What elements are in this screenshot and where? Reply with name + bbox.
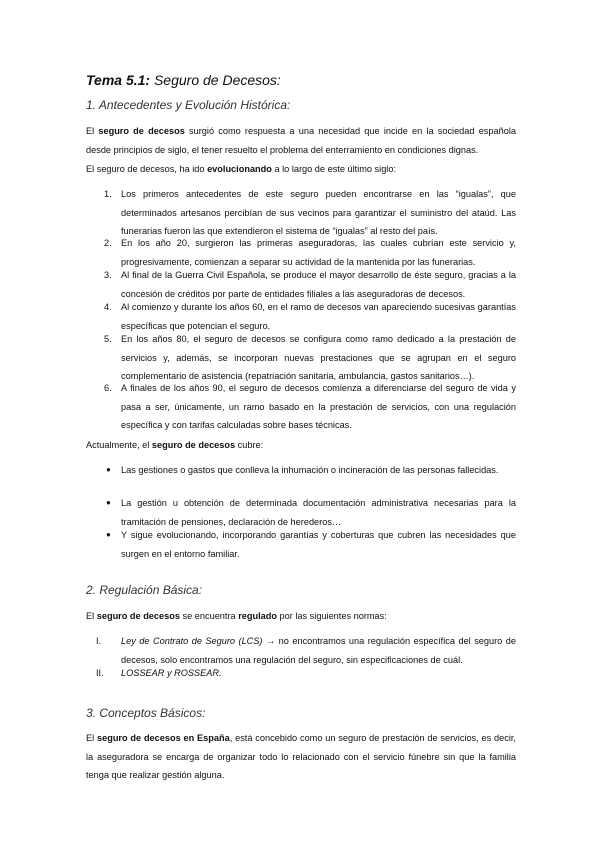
page-title — [86, 72, 281, 88]
section-1-heading: 1. Antecedentes y Evolución Histórica: — [86, 98, 291, 112]
text-run: cubre: — [235, 440, 264, 450]
list-number: 1. — [104, 189, 112, 199]
text-run: El — [86, 611, 97, 621]
history-list-item — [86, 330, 516, 386]
section-1-paragraph-2 — [86, 160, 516, 179]
section-1-paragraph-1 — [86, 122, 516, 159]
section-2-heading: 2. Regulación Básica: — [86, 583, 203, 597]
list-number: 6. — [104, 383, 112, 393]
text-run: El — [86, 126, 99, 136]
list-number: I. — [96, 636, 102, 646]
bold-run: seguro de decesos — [151, 440, 236, 450]
italic-run: Ley de Contrato de Seguro (LCS) → — [121, 636, 276, 646]
bullet-icon: ● — [106, 530, 111, 539]
list-item-text: Los primeros antecedentes de este seguro pueden encontrarse en las “igualas”, que determinados artesanos percibían de sus vecinos para garantizar el suministro del ataúd. Las funerarias fueron las que extendieron el sistema de “igualas” al resto del país. — [121, 189, 516, 236]
bullet-icon: ● — [106, 465, 111, 474]
bold-run: seguro de decesos en España — [96, 733, 230, 743]
list-number: 5. — [104, 334, 112, 344]
bold-run: seguro de decesos — [96, 611, 180, 621]
text-run: por las siguientes normas: — [277, 611, 387, 621]
section-1-paragraph-3 — [86, 436, 516, 455]
list-item-text: A finales de los años 90, el seguro de decesos comienza a diferenciarse del seguro de vida y pasa a ser, únicamente, un ramo basado en la prestación de servicios, con una regulación específica y con tarifas calculadas sobre bases técnicas. — [121, 383, 516, 430]
bullet-icon: ● — [106, 498, 111, 507]
coverage-list-item — [86, 461, 516, 480]
list-number: 4. — [104, 302, 112, 312]
list-item-text: Al final de la Guerra Civil Española, se produce el mayor desarrollo de éste seguro, gracias a la concesión de créditos por parte de entidades filiales a las aseguradoras de decesos. — [121, 270, 516, 299]
list-item-text: Y sigue evolucionando, incorporando garantías y coberturas que cubren las necesidades que surgen en el entorno familiar. — [121, 530, 516, 559]
italic-run: LOSSEAR y ROSSEAR. — [121, 668, 222, 678]
list-item-text: En los año 20, surgieron las primeras aseguradoras, las cuales cubrían este servicio y, progresivamente, comienzan a separar su actividad de la mantenida por las funerarias. — [121, 238, 516, 267]
text-run: a lo largo de este último siglo: — [271, 164, 397, 174]
history-list-item — [86, 185, 516, 241]
list-item-text: La gestión u obtención de determinada documentación administrativa necesarias para la tramitación de pensiones, declaración de herederos… — [121, 498, 516, 527]
bold-run: seguro de decesos — [98, 126, 185, 136]
coverage-list-item — [86, 526, 516, 563]
text-run: no encontramos una regulación específica del seguro de decesos, solo encontramos una regulación del seguro, sin especificaciones de cuál. — [121, 636, 516, 665]
regulation-list-item — [86, 664, 516, 683]
list-item-text: Las gestiones o gastos que conlleva la inhumación o incineración de las personas fallecidas. — [121, 465, 499, 475]
title-bold: Tema 5.1: — [86, 72, 151, 88]
bold-run: evolucionando — [207, 164, 272, 174]
title-rest: Seguro de Decesos: — [150, 72, 281, 88]
text-run: Actualmente, el — [86, 440, 152, 450]
list-item-text: Al comienzo y durante los años 60, en el ramo de decesos van apareciendo sucesivas garantías específicas que potencian el seguro. — [121, 302, 516, 331]
section-3-heading: 3. Conceptos Básicos: — [86, 706, 206, 720]
list-number: 2. — [104, 238, 112, 248]
text-run: surgió como respuesta a una necesidad que incide en la sociedad española desde principios de siglo, el tener resuelto el problema del enterramiento en condiciones dignas. — [86, 126, 516, 155]
list-number: 3. — [104, 270, 112, 280]
text-run: se encuentra — [179, 611, 239, 621]
section-3-paragraph-1 — [86, 729, 516, 785]
list-item-text — [121, 664, 516, 683]
history-list-item — [86, 379, 516, 435]
section-2-paragraph-1 — [86, 607, 516, 626]
list-number: II. — [96, 668, 104, 678]
bold-run: regulado — [238, 611, 277, 621]
list-item-text: En los años 80, el seguro de decesos se configura como ramo dedicado a la prestación de servicios y, además, se incorporan nuevas prestaciones que se agrupan en el seguro complementario de asistencia (repatriación sanitaria, ambulancia, gastos sanitarios…). — [121, 334, 516, 381]
text-run: El seguro de decesos, ha ido — [86, 164, 208, 174]
text-run: El — [86, 733, 97, 743]
text-run: , está concebido como un seguro de prestación de servicios, es decir, la aseguradora se encarga de organizar todo lo relacionado con el servicio fúnebre sin que la familia tenga que realizar gestión alguna. — [86, 733, 516, 780]
